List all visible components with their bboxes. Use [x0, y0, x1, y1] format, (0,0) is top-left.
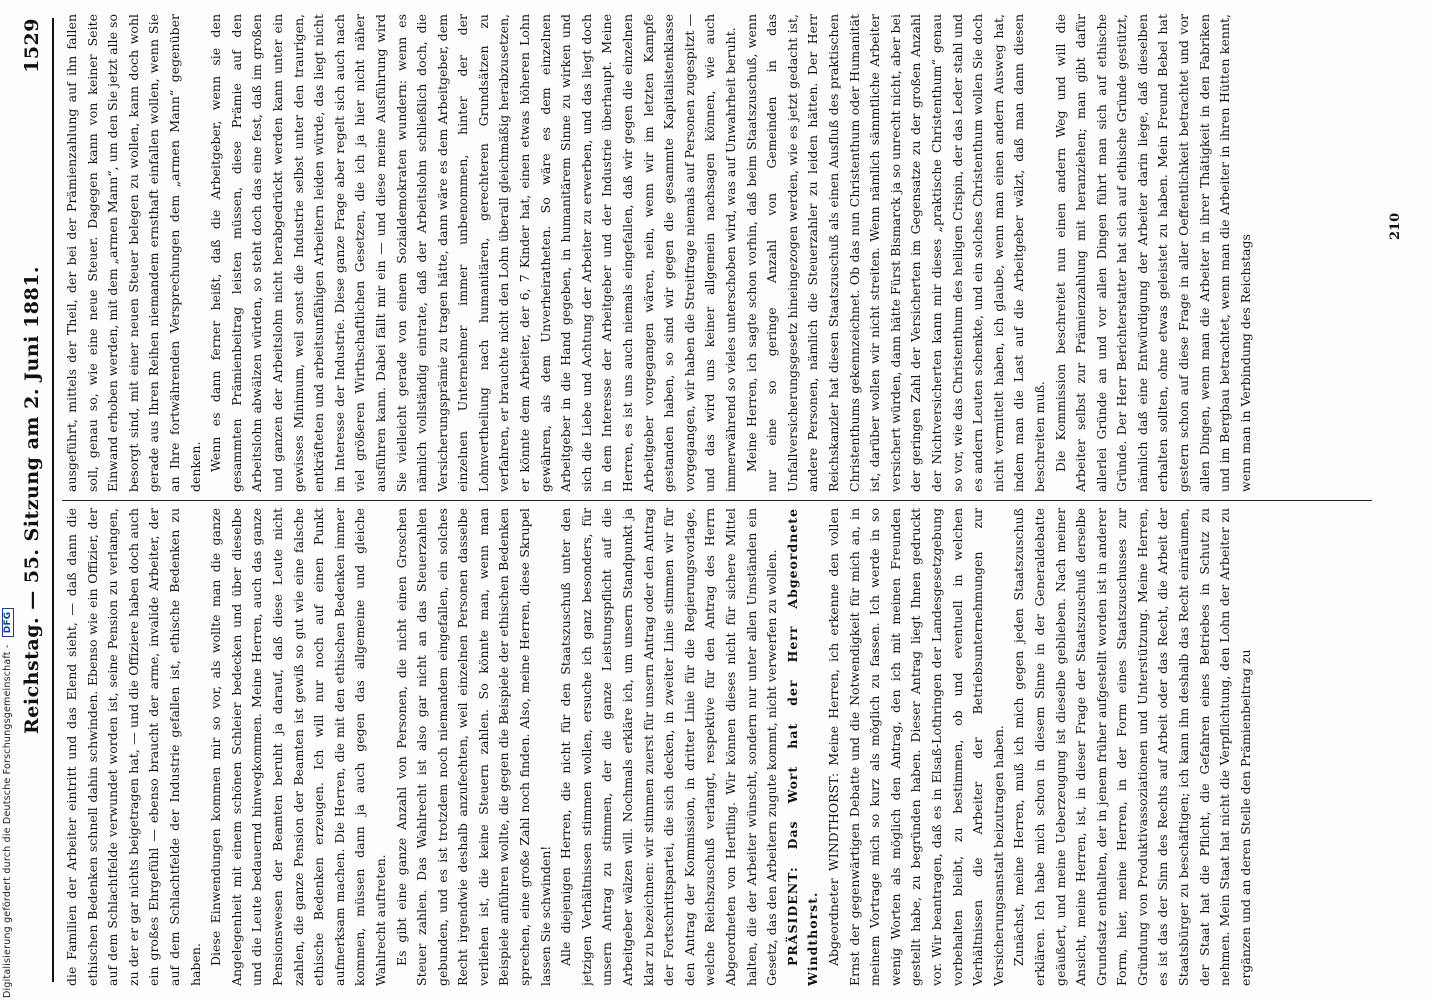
left-column: [62, 508, 1362, 986]
digitization-credit: [2, 608, 14, 998]
paragraph: Zunächst, meine Herren, muß ich mich gegen jeden Staatszuschuß erklären. Ich habe mich schon in diesem Sinne in der Generaldebatte geäußert, und meine Ueberzeugung ist dieselbe geblieben. Nach meiner Ansicht, meine Herren, ist, in dieser Frage der Staatszuschuß derselbe Grundsatz enthalten, der in jenem früher aufgestellt worden ist in anderer Form, hier, meine Herren, in der Form eines Staatszuschusses zur Gründung von Produktivassoziationen und Unterstützung. Meine Herren, es ist das der Sinn des Rechts auf Arbeit oder das Recht, die Arbeit der Staatsbürger zu beschäftigen; ich kann ihn deshalb das Recht einräumen, der Staat hat die Pflicht, die Gefahren eines Betriebes in Schutz zu nehmen. Mein Staat hat nicht die Verpflichtung, den Lohn der Arbeiter zu ergänzen und an deren Stelle den Prämienbeitrag zu: [1011, 508, 1253, 986]
page-header: [12, 18, 54, 982]
speaker-line: PRÄSIDENT: Das Wort hat der Herr Abgeordnete Windthorst.: [784, 508, 821, 986]
dfg-logo: DFG: [2, 608, 14, 638]
paragraph: Diese Einwendungen kommen mir so vor, als wollte man die ganze Angelegenheit mit einem schönen Schleier bedecken und über dieselbe und die Leute bedauernd hinwegkommen. Meine Herren, auch das ganze Pensionswesen der Beamten beruht ja darauf, daß diese Leute nicht zahlen, die ganze Pension der Beamten ist gewiß so gut wie eine falsche ethische Bedenken erzeugen. Ich will nur noch auf einen Punkt aufmerksam machen. Die Herren, die mit den ethischen Bedenken immer kommen, müssen dann ja auch gegen das allgemeine und gleiche Wahlrecht auftreten.: [208, 508, 388, 986]
paragraph: Meine Herren, ich sagte schon vorhin, daß beim Staatszuschuß, wenn nur eine so geringe Anzahl von Gemeinden in das Unfallversicherungsgesetz hineingezogen werden, wie es jetzt gedacht ist, andere Personen, nämlich die Steuerzahler zu leiden hätten. Der Herr Reichskanzler hat diesen Staatszuschuß als einen Ausfluß des praktischen Christenthums gekennzeichnet. Ob das nun Christenthum oder Humanität ist, darüber wollen wir nicht streiten. Wenn nämlich sämmtliche Arbeiter versichert würden, dann hätte Fürst Bismarck ja so unrecht nicht, aber bei der geringen Zahl der Versicherten im Gegensatze zu der großen Anzahl der Nichtversicherten kann mir dieses „praktische Christenthum“ genau so vor, wie das Christenthum des heiligen Crispin, der das Leder stahl und es andern Leuten schenkte, und ein solches Christenthum wollen Sie doch nicht vermittelt haben, ich glaube, wenn man einen andern Ausweg hat, indem man die Last auf die Arbeitgeber wälzt, daß man dann diesen beschreiten muß.: [743, 14, 1047, 492]
paragraph: die Familien der Arbeiter eintritt und das Elend sieht, — daß dann die ethischen Bedenken schnell dahin schwinden. Ebenso wie ein Offizier, der auf dem Schlachtfelde verwundet worden ist, seine Pension zu verlangen, zu der er gar nichts beigetragen hat, — und die Offiziere haben doch auch ein großes Ehrgefühl — ebenso braucht der arme, invalide Arbeiter, der auf dem Schlachtfelde der Industrie gefallen ist, ethische Bedenken zu haben.: [64, 508, 203, 986]
paragraph: Wenn es dann ferner heißt, daß die Arbeitgeber, wenn sie den gesammten Prämienbeitrag leisten müssen, diese Prämie auf den Arbeitslohn abwälzen würden, so steht doch das eine fest, daß im großen und ganzen der Arbeitslohn nicht herabgedrückt werden kann unter ein gewisses Minimum, weil sonst die Industrie selbst unter den traurigen, entkräfteten und arbeitsunfähigen Arbeitern leiden würde, das liegt nicht im Interesse der Industrie. Diese ganze Frage aber regelt sich auch nach viel größeren Wirthschaftlichen Gesetzen, die ich ja hier nicht näher ausführen kann. Dabei fällt mir ein — und diese meine Ausführung wird Sie vielleicht gerade von einem Sozialdemokraten wundern: wenn es nämlich vollständig eintrate, daß der Arbeitslohn schließlich doch, die Versicherungsprämie zu tragen hätte, dann wäre es dem Arbeitgeber, dem einzelnen Unternehmer immer unbenommen, hinter der der Lohnvertheilung nach humanitären, gerechteren Grundsätzen zu verfahren, er brauchte nicht den Lohn überall gleichmäßig herabzusetzen, er könnte dem Arbeiter, der 6, 7 Kinder hat, einen etwas höheren Lohn gewähren, als dem Unverheiratheten. So wäre es dem einzelnen Arbeitgeber in die Hand gegeben, in humanitärem Sinne zu wirken und sich die Liebe und Achtung der Arbeiter zu erwerben, und das liegt doch in dem Interesse der Arbeitgeber und der Industrie überhaupt. Meine Herren, es ist uns auch niemals eingefallen, daß wir gegen die einzelnen Arbeitgeber vorgegangen wären, nein, wenn wir im letzten Kampfe gestanden haben, so sind wir gegen die gesammte Kapitalistenklasse vorgegangen, wir haben die Streitfrage niemals auf Personen zugespitzt — und das wird uns keiner allgemein nachsagen können, wie auch immerwährend so vieles unterschoben wird, was auf Unwahrheit beruht.: [208, 14, 738, 492]
paragraph: Es gibt eine ganze Anzahl von Personen, die nicht einen Groschen Steuer zahlen. Das Wahlrecht ist also gar nicht an das Steuerzahlen gebunden, und es ist trotzdem noch niemandem eingefallen, ein solches Recht irgendwie deshalb anzufechten, weil einzelnen Personen dasselbe verliehen ist, die keine Steuern zahlen. So könnte man, wenn man Beispiele anführen wollte, die gegen die Beispiele der ethischen Bedenken sprechen, eine große Zahl noch finden. Also, meine Herren, diese Skrupel lassen Sie schwinden!: [393, 508, 553, 986]
paragraph: Die Kommission beschreitet nun einen andern Weg und will die Arbeiter selbst zur Prämienzahlung mit heranziehen; man gibt dafür allerlei Gründe an und vor allen Dingen führt man sich auf ethische Gründe. Der Herr Berichterstatter hat sich auf ethische Gründe gestützt, nämlich daß eine Entwürdigung der Arbeiter darin liege, daß dieselben erhalten sollten, ohne etwas geleistet zu haben. Mein Freund Bebel hat gestern schon auf diese Frage in aller Oeffentlichkeit betrachtet und vor allen Dingen, wenn man die Arbeiter in ihrer Thätigkeit in den Fabriken und im Bergbau betrachtet, wenn man die Arbeiter in ihren Hütten kennt, wenn man in Verbindung des Reichstags: [1052, 14, 1253, 492]
paragraph: Alle diejenigen Herren, die nicht für den Staatszuschuß unter den jetzigen Verhältnissen stimmen wollen, ersuche ich ganz besonders, für unsern Antrag zu stimmen, der die ganze Leistungspflicht auf die Arbeitgeber wälzen will. Nochmals erkläre ich, um unsern Standpunkt ja klar zu bezeichnen: wir stimmen zuerst für unsern Antrag oder den Antrag der Fortschrittspartei, die sich decken, in zweiter Linie stimmen wir für den Antrag der Kommission, in dritter Linie für die Regierungsvorlage, welche Reichszuschuß verlangt, respektive für den Antrag des Herrn Abgeordneten von Hertling. Wir können dieses nicht für sichere Mittel halten, die der Arbeiter wünscht, sondern nur unter allen Umständen ein Gesetz, das den Arbeitern zugute kommt, nicht verwerfen zu wollen.: [558, 508, 780, 986]
paragraph: Abgeordneter WINDTHORST: Meine Herren, ich erkenne den vollen Ernst der gegenwärtigen Debatte und die Notwendigkeit für mich an, in meinem Vortrage mich so kurz als möglich zu fassen. Ich werde in so wenig Worten als möglich den Antrag, den ich mit meinen Freunden gestellt habe, zu begründen haben. Dieser Antrag liegt Ihnen gedruckt vor. Wir beantragen, daß es in Elsaß-Lothringen der Landesgesetzgebung vorbehalten bleibt, zu bestimmen, ob und eventuell in welchen Verhältnissen die Arbeiter der Betriebsunternehmungen zur Versicherungsanstalt beizutragen haben.: [825, 508, 1006, 986]
right-column: [62, 14, 1362, 492]
credit-text: Digitalisierung gefördert durch die Deutsche Forschungsgemeinschaft -: [2, 644, 13, 998]
running-title: Reichstag. — 55. Sitzung am 2. Juni 1881.: [21, 265, 43, 735]
page-number: 1529: [21, 18, 43, 73]
signature-mark: 210: [1388, 212, 1403, 240]
paragraph: ausgeführt, mittels der Theil, der bei der Prämienzahlung auf ihn fallen soll, genau so, wie eine neue Steuer. Dagegen kann von keiner Seite Einwand erhoben werden, mit dem „armen Mann“, um den Sie jetzt alle so besorgt sind, mit einer neuen Steuer belegen zu wollen, kann doch wohl gerade aus Ihren Reihen niemandem ernsthaft einfallen wollen, wenn Sie an Ihre fortwährenden Versprechungen dem „armen Mann“ gegenüber denken.: [64, 14, 203, 492]
column-divider: [62, 500, 1372, 501]
